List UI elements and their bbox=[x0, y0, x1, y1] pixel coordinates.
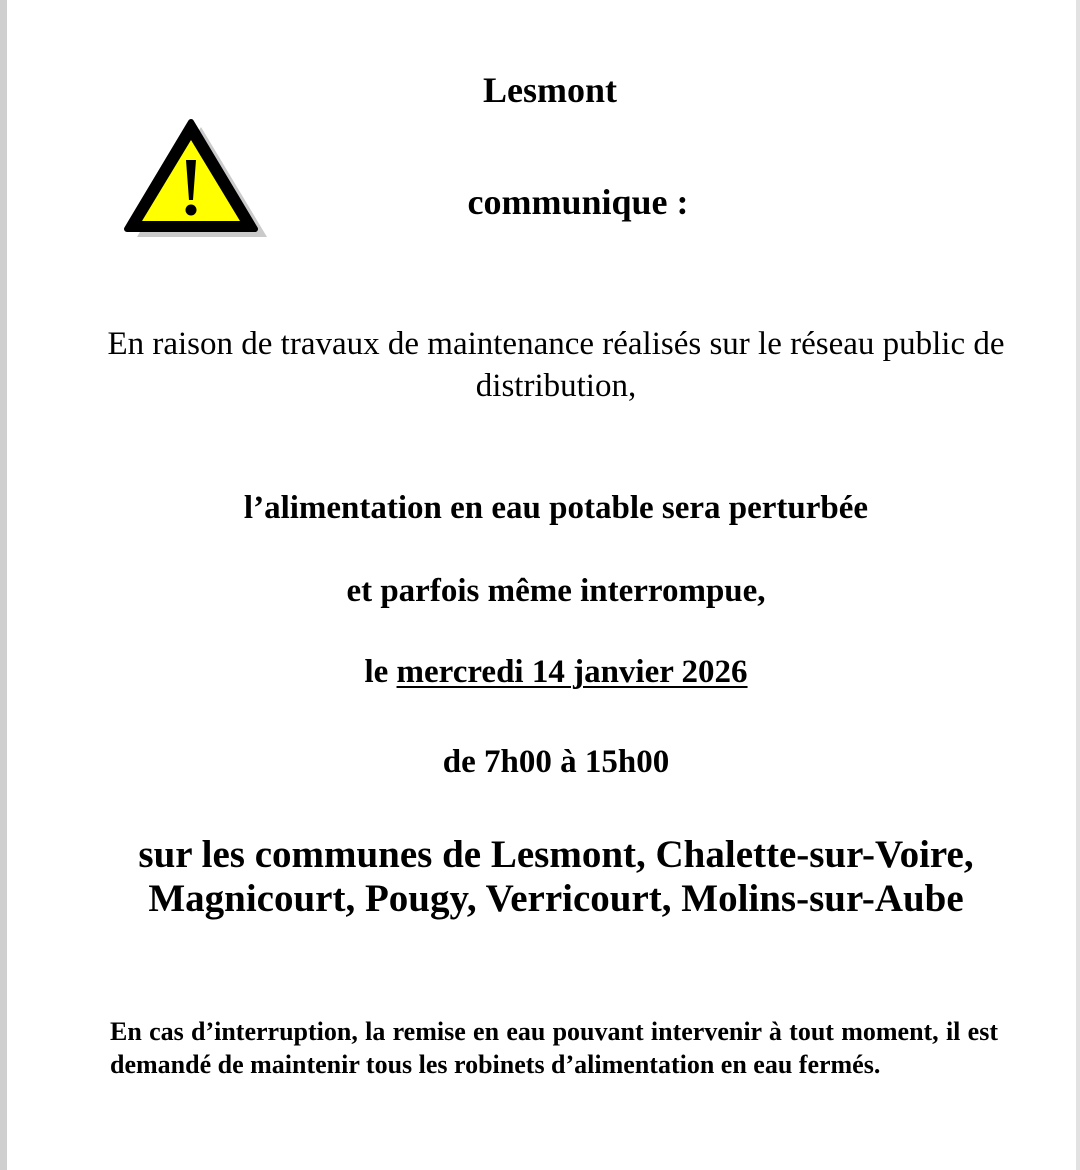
date-line bbox=[16, 652, 1080, 692]
supply-line: l’alimentation en eau potable sera perturbée bbox=[243, 490, 869, 526]
communes-line-2: Magnicourt, Pougy, Verricourt, Molins-sur-Aube bbox=[148, 877, 964, 920]
intro-line-1: En raison de travaux de maintenance réalisés sur le réseau public de bbox=[107, 326, 1005, 362]
intro-line-2: distribution, bbox=[475, 368, 637, 404]
communes-line-1: sur les communes de Lesmont, Chalette-sur-Voire, bbox=[138, 833, 974, 876]
date-prefix: le bbox=[364, 654, 397, 690]
notice-title: Lesmont bbox=[483, 70, 617, 110]
date-value: mercredi 14 janvier 2026 bbox=[396, 654, 748, 690]
warning-triangle-icon bbox=[122, 118, 272, 242]
hours-line: de 7h00 à 15h00 bbox=[442, 744, 670, 780]
notice-subtitle: communique : bbox=[467, 182, 689, 222]
page-edge-left bbox=[0, 0, 7, 1170]
footnote: En cas d’interruption, la remise en eau pouvant intervenir à tout moment, il est demandé de maintenir tous les robinets d’alimentation en eau fermés. bbox=[110, 1017, 998, 1079]
interrupt-line: et parfois même interrompue, bbox=[346, 573, 766, 609]
